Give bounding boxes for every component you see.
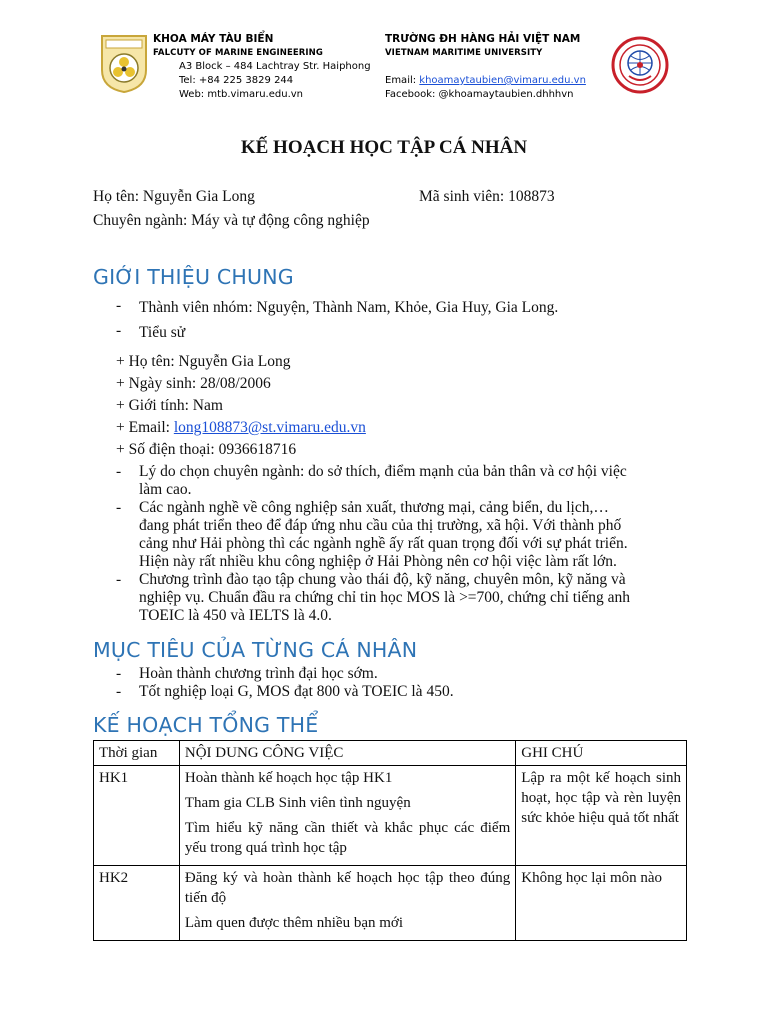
university-seal-icon [611,36,669,94]
faculty-info [153,32,371,102]
bio-phone: + Số điện thoại: 0936618716 [116,441,297,458]
bio-name: + Họ tên: Nguyễn Gia Long [116,353,291,370]
section-heading-overall-plan: KẾ HOẠCH TỔNG THỂ [93,713,319,737]
page-title: KẾ HOẠCH HỌC TẬP CÁ NHÂN [240,137,528,158]
bullet-dash: - [116,463,122,480]
faculty-facebook: Facebook: @khoamaytaubien.dhhhvn [385,89,574,100]
letterhead [0,0,768,110]
members-item: Thành viên nhóm: Nguyện, Thành Nam, Khỏe, Gia Huy, Gia Long. [139,299,559,316]
faculty-email-line [385,74,586,88]
row-note: Lập ra một kế hoạch sinh hoạt, học tập và rèn luyện sức khỏe hiệu quả tốt nhất [516,766,687,866]
faculty-address: A3 Block – 484 Lachtray Str. Haiphong [179,61,371,72]
bio-email-line [116,419,366,438]
row-time: HK1 [94,766,180,866]
faculty-email-link[interactable]: khoamaytaubien@vimaru.edu.vn [419,75,586,86]
header-time: Thời gian [94,741,180,766]
header-note: GHI CHÚ [516,741,687,766]
row-time: HK2 [94,866,180,941]
student-major: Chuyên ngành: Máy và tự động công nghiệp [93,212,370,229]
bio-item: Tiểu sử [139,324,186,341]
bullet-dash: - [116,571,122,588]
faculty-name-en: FALCUTY OF MARINE ENGINEERING [153,48,323,58]
task-item: Hoàn thành kế hoạch học tập HK1 [184,770,393,786]
table-row [94,766,687,866]
program-line-2: nghiệp vụ. Chuẩn đầu ra chứng chỉ tin học MOS là >=700, chứng chỉ tiếng anh [139,589,631,606]
university-name-vn: TRƯỜNG ĐH HÀNG HẢI VIỆT NAM [385,33,581,45]
program-line-3: TOEIC là 450 và IELTS là 4.0. [139,607,332,624]
reason-line-2: làm cao. [139,481,192,498]
email-label: Email: [385,75,420,86]
bio-email-link[interactable]: long108873@st.vimaru.edu.vn [173,419,366,436]
bio-dob: + Ngày sinh: 28/08/2006 [116,375,271,392]
section-heading-goals: MỤC TIÊU CỦA TỪNG CÁ NHÂN [93,638,418,662]
faculty-logo-icon [98,32,150,94]
university-info [385,32,586,102]
row-content [179,766,515,866]
bullet-dash: - [116,499,122,516]
bio-email-label: + Email: [116,419,174,436]
program-line-1: Chương trình đào tạo tập chung vào thái độ, kỹ năng, chuyên môn, kỹ năng và [139,571,626,588]
task-item: Làm quen được thêm nhiều bạn mới [184,915,403,931]
student-id: Mã sinh viên: 108873 [419,188,555,205]
plan-table [93,740,687,941]
row-note: Không học lại môn nào [516,866,687,941]
industry-line-2: đang phát triển theo để đáp ứng nhu cầu của thị trường, xã hội. Với thành phố [139,517,622,534]
task-item: Đăng ký và hoàn thành kế hoạch học tập theo đúng tiến độ [184,870,511,906]
bullet-dash: - [116,297,122,314]
student-name: Họ tên: Nguyễn Gia Long [93,188,255,205]
industry-line-3: cảng như Hải phòng thì các ngành nghề ấy rất quan trọng đối với sự phát triển. [139,535,628,552]
faculty-name-vn: KHOA MÁY TÀU BIỂN [153,33,274,45]
faculty-tel: Tel: +84 225 3829 244 [179,75,294,86]
bullet-dash: - [116,683,122,700]
table-row [94,866,687,941]
task-item: Tham gia CLB Sinh viên tình nguyện [184,795,411,811]
bullet-dash: - [116,665,122,682]
task-item: Tìm hiểu kỹ năng cần thiết và khắc phục các điểm yếu trong quá trình học tập [184,820,511,856]
section-heading-introduction: GIỚI THIỆU CHUNG [93,265,294,289]
reason-line-1: Lý do chọn chuyên ngành: do sở thích, điểm mạnh của bản thân và cơ hội việc [139,463,627,480]
bio-gender: + Giới tính: Nam [116,397,223,414]
row-content [179,866,515,941]
industry-line-1: Các ngành nghề về công nghiệp sản xuất, thương mại, cảng biển, du lịch,… [139,499,609,516]
table-header-row [94,741,687,766]
goal-item-1: Hoàn thành chương trình đại học sớm. [139,665,378,682]
header-content: NỘI DUNG CÔNG VIỆC [179,741,515,766]
bullet-dash: - [116,322,122,339]
university-name-en: VIETNAM MARITIME UNIVERSITY [385,48,543,58]
faculty-web: Web: mtb.vimaru.edu.vn [179,89,304,100]
goal-item-2: Tốt nghiệp loại G, MOS đạt 800 và TOEIC là 450. [139,683,454,700]
industry-line-4: Hiện này rất nhiều khu công nghiệp ở Hải Phòng nên cơ hội việc làm rất lớn. [139,553,617,570]
